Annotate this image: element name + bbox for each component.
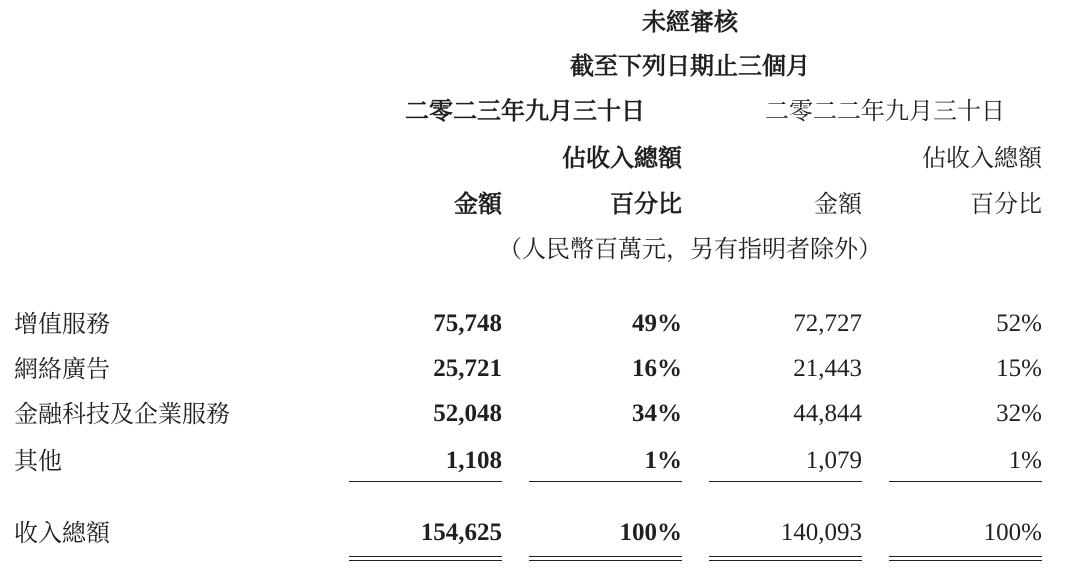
percent-2023-cell: 16% <box>632 355 682 382</box>
row-label: 金融科技及企業服務 <box>14 400 230 428</box>
row-label: 增值服務 <box>14 310 110 338</box>
amount-2023-cell: 52,048 <box>433 400 502 427</box>
percent-2023-cell: 34% <box>632 400 682 427</box>
total-double-rule <box>889 556 1042 561</box>
total-amount-2022: 140,093 <box>780 519 862 546</box>
percent-2022-cell: 15% <box>996 355 1042 382</box>
column-group-2022: 二零二二年九月三十日 <box>765 97 1005 125</box>
total-percent-2022: 100% <box>983 519 1042 546</box>
subtotal-rule <box>889 481 1042 482</box>
total-double-rule <box>709 556 862 561</box>
percent-header-2023: 百分比 <box>610 189 682 218</box>
amount-2022-cell: 72,727 <box>793 310 862 337</box>
total-label: 收入總額 <box>14 519 110 547</box>
subtotal-rule <box>709 481 862 482</box>
subtotal-rule <box>349 481 502 482</box>
amount-2022-cell: 1,079 <box>805 447 862 474</box>
row-label: 其他 <box>14 447 62 475</box>
row-label: 網絡廣告 <box>14 355 110 383</box>
amount-2022-cell: 44,844 <box>793 400 862 427</box>
amount-header-2023: 金額 <box>454 189 502 218</box>
amount-header-2022: 金額 <box>814 190 862 218</box>
percent-2022-cell: 52% <box>996 310 1042 337</box>
amount-2023-cell: 25,721 <box>433 355 502 382</box>
pct-of-revenue-label-2023: 佔收入總額 <box>562 143 682 172</box>
total-double-rule <box>349 556 502 561</box>
total-amount-2023: 154,625 <box>420 519 502 546</box>
percent-header-2022: 百分比 <box>970 190 1042 218</box>
percent-2022-cell: 1% <box>1008 447 1042 474</box>
total-double-rule <box>529 556 682 561</box>
total-percent-2023: 100% <box>619 519 682 546</box>
amount-2022-cell: 21,443 <box>793 355 862 382</box>
percent-2023-cell: 1% <box>644 447 682 474</box>
column-group-2023: 二零二三年九月三十日 <box>405 96 645 125</box>
percent-2022-cell: 32% <box>996 400 1042 427</box>
amount-2023-cell: 75,748 <box>433 310 502 337</box>
unit-note: （人民幣百萬元，另有指明者除外） <box>498 235 882 263</box>
percent-2023-cell: 49% <box>632 310 682 337</box>
audit-status-heading: 未經審核 <box>642 7 738 36</box>
period-heading: 截至下列日期止三個月 <box>570 51 810 80</box>
subtotal-rule <box>529 481 682 482</box>
pct-of-revenue-label-2022: 佔收入總額 <box>922 144 1042 172</box>
amount-2023-cell: 1,108 <box>445 447 502 474</box>
